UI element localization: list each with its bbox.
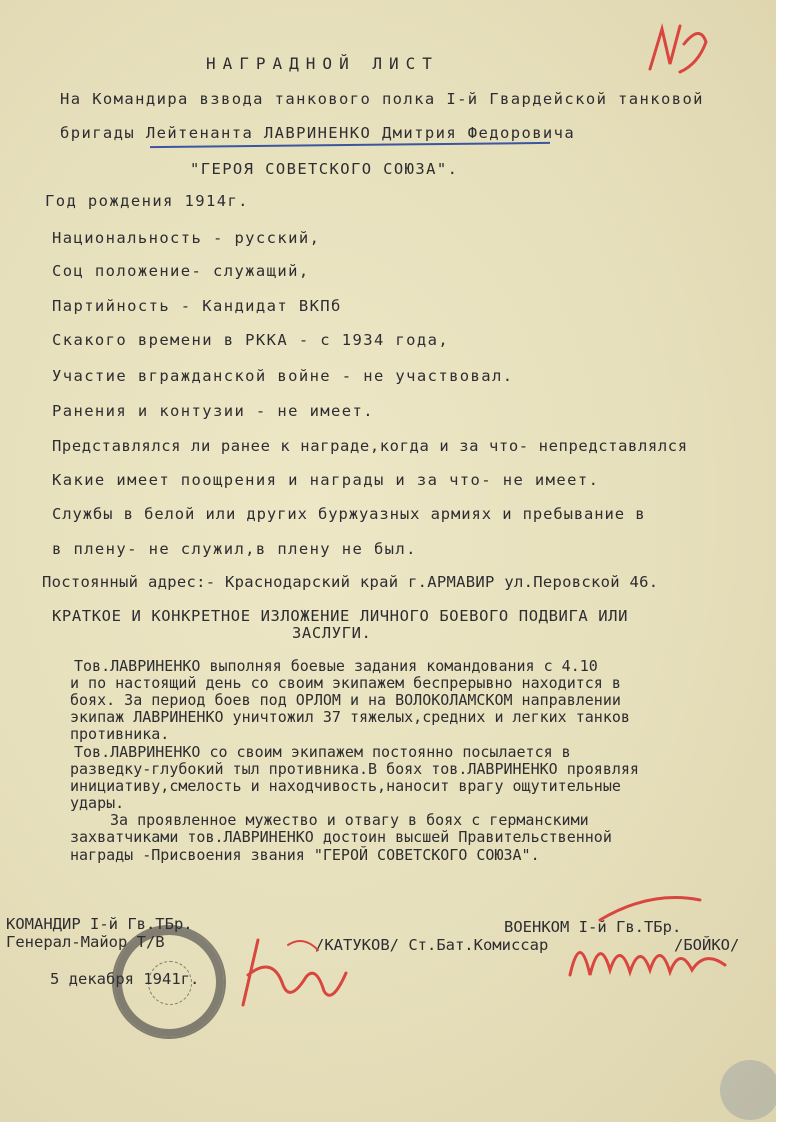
intro-line-1: На Командира взвода танкового полка I-й Гвардейской танковой <box>60 90 704 108</box>
field-civil-war: Участие вгражданской войне - не участвовал. <box>52 367 514 385</box>
body-line-3: боях. За период боев под ОРЛОМ и на ВОЛОКОЛАМСКОМ направлении <box>70 691 621 709</box>
page-number-mark <box>640 14 720 84</box>
field-wounds: Ранения и контузии - не имеет. <box>52 402 374 420</box>
field-army-since: Скакого времени в РККА - с 1934 года, <box>52 331 450 349</box>
commander-title: КОМАНДИР I-й Гв.ТБр. <box>6 915 193 933</box>
field-nationality: Национальность - русский, <box>52 229 321 247</box>
section-title-line-2: ЗАСЛУГИ. <box>292 624 372 642</box>
boyko-signature-line: /БОЙКО/ <box>674 936 740 954</box>
body-line-9: удары. <box>70 794 125 812</box>
field-birth-year: Год рождения 1914г. <box>45 192 249 210</box>
body-line-12: награды -Присвоения звания "ГЕРОЙ СОВЕТСКОГО СОЮЗА". <box>70 846 540 864</box>
body-line-1: Тов.ЛАВРИНЕНКО выполняя боевые задания командования с 4.10 <box>74 657 598 675</box>
military-commissar-title: ВОЕНКОМ I-й Гв.ТБр. <box>504 918 682 936</box>
commander-rank: Генерал-Майор Т/В <box>6 933 165 951</box>
body-line-8: инициативу,смелость и находчивость,наносит врагу ощутительные <box>70 777 621 795</box>
award-title: "ГЕРОЯ СОВЕТСКОГО СОЮЗА". <box>190 160 459 178</box>
body-line-10: За проявленное мужество и отвагу в боях с германскими <box>110 811 589 829</box>
body-line-2: и по настоящий день со своим экипажем беспрерывно находится в <box>70 674 621 692</box>
katukov-handwritten-signature <box>228 925 358 1020</box>
katukov-signature-line: /КАТУКОВ/ Ст.Бат.Комиссар <box>315 936 549 954</box>
unit-stamp-center <box>148 961 192 1005</box>
section-title-line-1: КРАТКОЕ И КОНКРЕТНОЕ ИЗЛОЖЕНИЕ ЛИЧНОГО БОЕВОГО ПОДВИГА ИЛИ <box>52 607 629 625</box>
field-social-status: Соц положение- служащий, <box>52 262 310 280</box>
body-line-7: разведку-глубокий тыл противника.В боях тов.ЛАВРИНЕНКО проявляя <box>70 760 639 778</box>
boyko-handwritten-signature <box>560 880 735 990</box>
unit-stamp <box>112 925 226 1039</box>
body-line-5: противника. <box>70 725 170 743</box>
blue-underline <box>150 142 550 148</box>
intro-line-2: бригады Лейтенанта ЛАВРИНЕНКО Дмитрия Федоровича <box>60 124 576 142</box>
field-service-line-2: в плену- не служил,в плену не был. <box>52 540 417 558</box>
body-line-11: захватчиками тов.ЛАВРИНЕНКО достоин высшей Правительственной <box>70 828 612 846</box>
field-party: Партийность - Кандидат ВКПб <box>52 297 342 315</box>
document-title: НАГРАДНОЙ ЛИСТ <box>206 54 439 73</box>
signing-date: 5 декабря 1941г. <box>50 970 200 988</box>
field-service-line-1: Службы в белой или других буржуазных армиях и пребывание в <box>52 505 646 523</box>
body-line-4: экипаж ЛАВРИНЕНКО уничтожил 37 тяжелых,средних и легких танков <box>70 708 630 726</box>
field-address: Постоянный адрес:- Краснодарский край г.АРМАВИР ул.Перовской 46. <box>42 573 659 591</box>
field-prior-awards: Представлялся ли ранее к награде,когда и за что- непредставлялся <box>52 437 688 455</box>
field-incentives: Какие имеет поощрения и награды и за что- не имеет. <box>52 471 600 489</box>
body-line-6: Тов.ЛАВРИНЕНКО со своим экипажем постоянно посылается в <box>74 743 571 761</box>
paper-stain <box>720 1060 776 1120</box>
